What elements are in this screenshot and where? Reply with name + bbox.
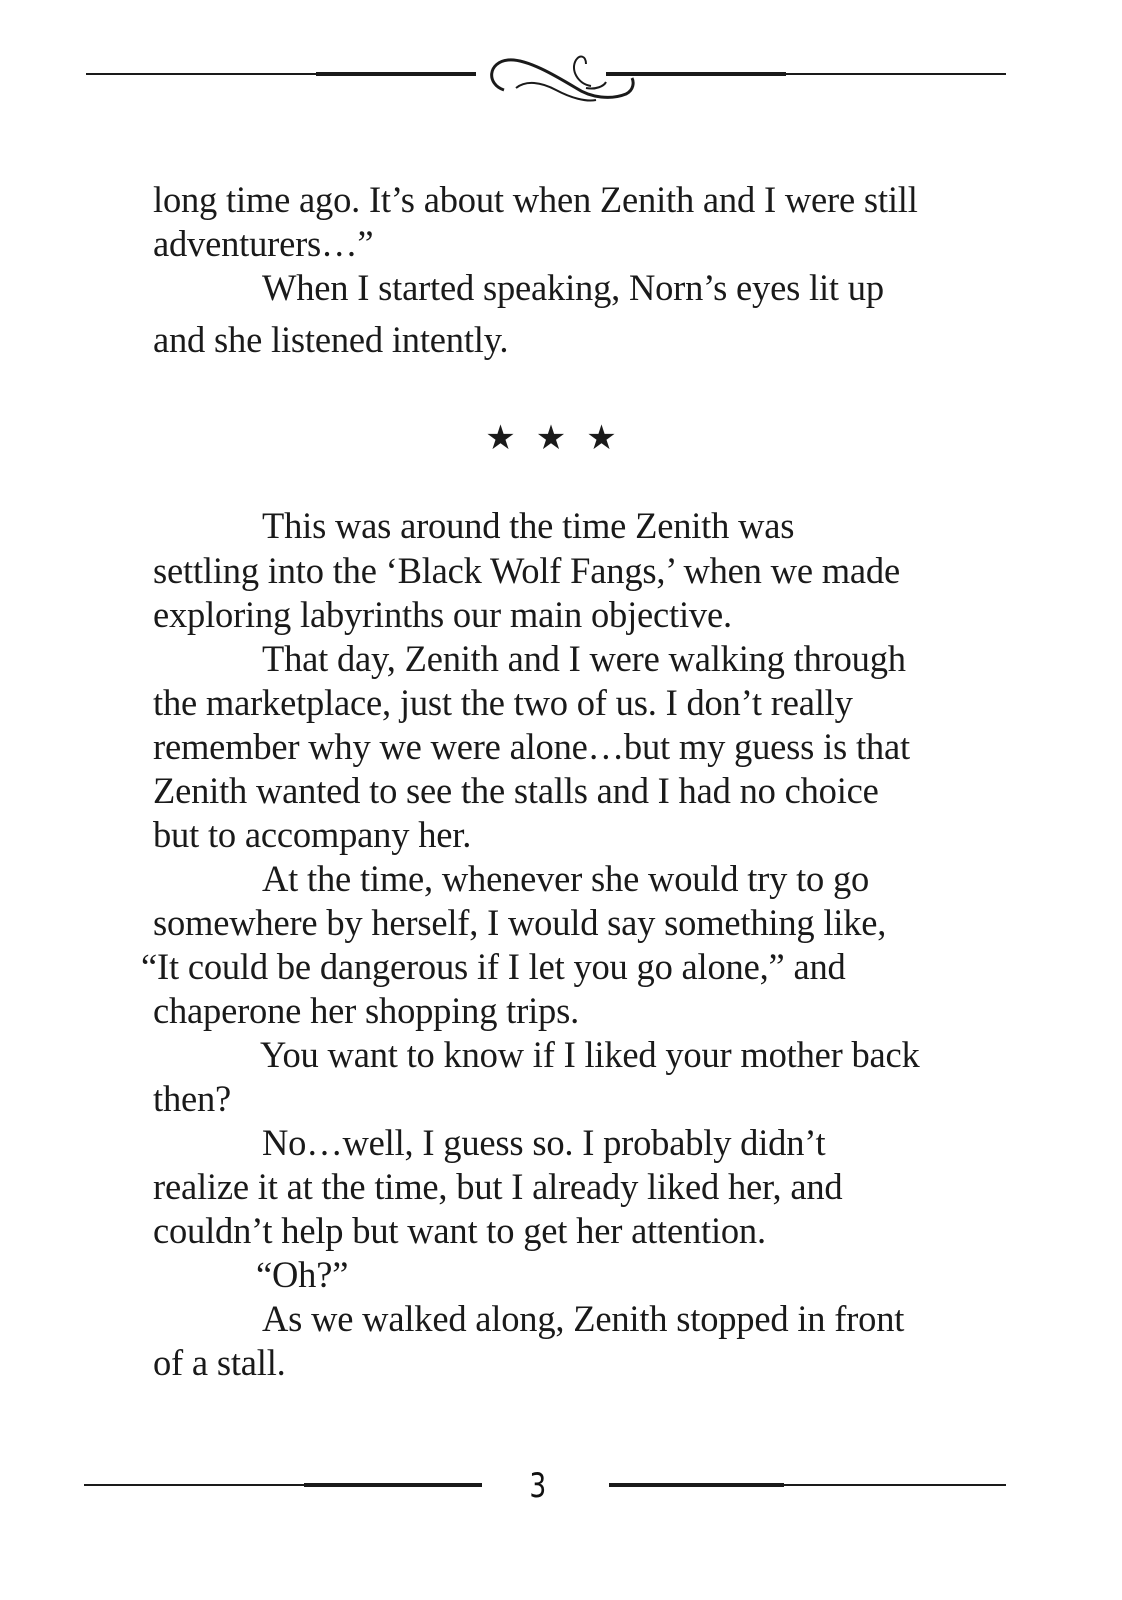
text-line: adventurers…” (153, 223, 374, 264)
text-line: realize it at the time, but I already liked her, and (153, 1166, 843, 1207)
text-line: That day, Zenith and I were walking through (262, 638, 906, 679)
text-line: This was around the time Zenith was (262, 505, 795, 546)
text-line: “It could be dangerous if I let you go alone,” and (141, 946, 846, 987)
flourish-divider-icon (86, 48, 1006, 108)
text-line: of a stall. (153, 1342, 286, 1383)
text-line: long time ago. It’s about when Zenith and I were still (153, 179, 918, 220)
text-line: the marketplace, just the two of us. I don’t really (153, 682, 853, 723)
text-line: remember why we were alone…but my guess is that (153, 726, 910, 767)
text-line: At the time, whenever she would try to go (262, 858, 870, 899)
text-line: and she listened intently. (153, 319, 509, 360)
text-line: chaperone her shopping trips. (153, 990, 579, 1031)
text-line: Zenith wanted to see the stalls and I had no choice (153, 770, 879, 811)
text-line: As we walked along, Zenith stopped in front (262, 1298, 905, 1339)
text-line: couldn’t help but want to get her attention. (153, 1210, 766, 1251)
text-line: settling into the ‘Black Wolf Fangs,’ when we made (153, 550, 900, 591)
text-line: No…well, I guess so. I probably didn’t (262, 1122, 826, 1163)
text-line: somewhere by herself, I would say something like, (153, 902, 887, 943)
text-line: You want to know if I liked your mother back (260, 1034, 920, 1075)
text-line: but to accompany her. (153, 814, 472, 855)
text-line: then? (153, 1078, 232, 1119)
text-line: “Oh?” (256, 1254, 349, 1295)
header-ornament-divider (86, 48, 1006, 108)
text-line: exploring labyrinths our main objective. (153, 594, 732, 635)
scene-break-stars: ★★★ (485, 420, 637, 457)
text-line: When I started speaking, Norn’s eyes lit up (262, 267, 884, 308)
page-number: 3 (529, 1466, 547, 1506)
